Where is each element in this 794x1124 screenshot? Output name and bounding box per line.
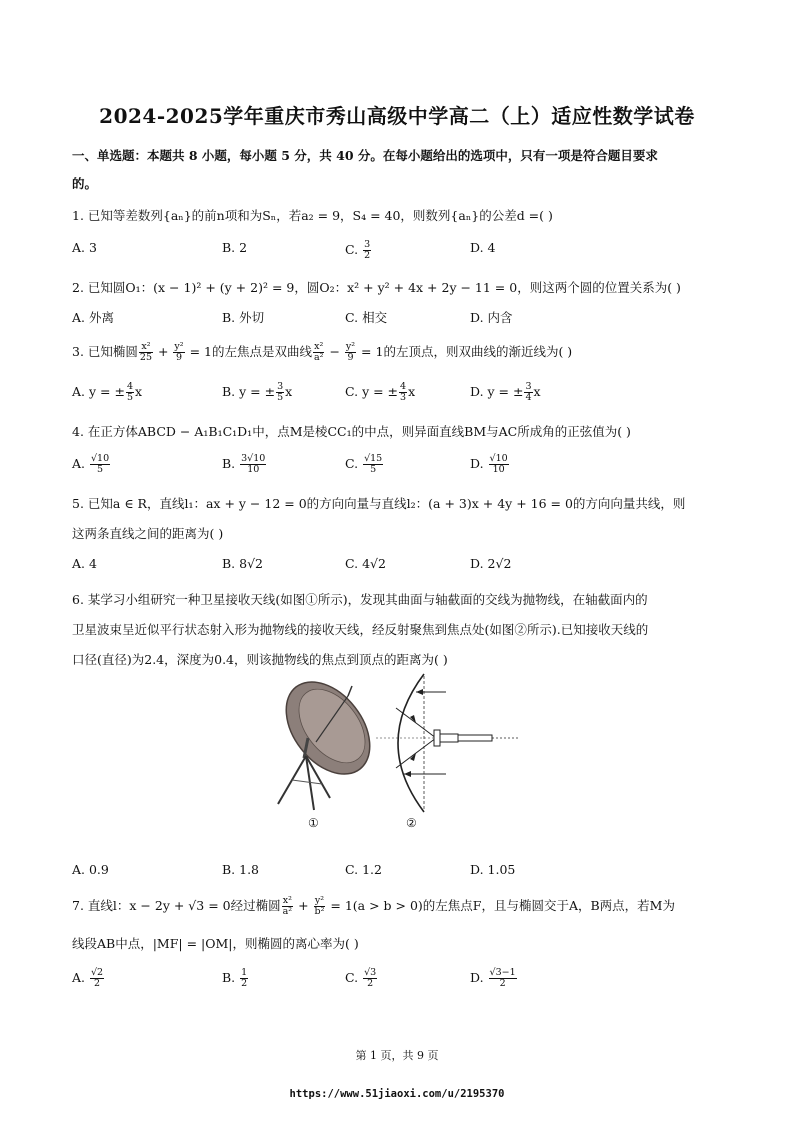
option-c: C. $\frac{3}{2}$ (345, 239, 371, 261)
option-b: B. 8√2 (222, 556, 264, 571)
question-6: 6. 某学习小组研究一种卫星接收天线(如图①所示)，发现其曲面与轴截面的交线为抛物线，在轴截面内的 (72, 592, 648, 607)
option-a: A. $\frac{√10}{5}$ (72, 453, 110, 475)
option-d: D. $\frac{√10}{10}$ (470, 453, 508, 475)
question-4: 4. 在正方体ABCD − A₁B₁C₁D₁中，点M是棱CC₁的中点，则异面直线BM与AC所成角的正弦值为( ) (72, 424, 631, 439)
watermark-url[interactable]: https://www.51jiaoxi.com/u/2195370 (289, 1088, 505, 1100)
option-d: D. $\frac{√3-1}{2}$ (470, 967, 516, 989)
figure-2-label: ② (406, 816, 417, 830)
option-d: D. y = ± $\frac{3}{4}$ x (470, 381, 541, 403)
question-2-options (72, 308, 732, 332)
question-7-options (72, 968, 732, 992)
option-b: B. 1.8 (222, 862, 260, 877)
option-a: A. 3 (72, 240, 97, 255)
option-a: A. 4 (72, 556, 97, 571)
question-6-options (72, 862, 732, 886)
page-footer: 第 1 页，共 9 页 (355, 1049, 439, 1062)
figure-1-label: ① (308, 816, 319, 830)
page-title: 2024-2025学年重庆市秀山高级中学高二（上）适应性数学试卷 (99, 104, 695, 128)
option-d: D. 4 (470, 240, 496, 255)
option-b: B. 2 (222, 240, 248, 255)
question-4-options (72, 454, 732, 478)
question-6-cont-1: 卫星波束呈近似平行状态射入形为抛物线的接收天线，经反射聚焦到焦点处(如图②所示).已知接收天线的 (72, 622, 649, 637)
question-7-cont: 线段AB中点，|MF| = |OM|，则椭圆的离心率为( ) (72, 936, 359, 951)
option-b: B. $\frac{3√10}{10}$ (222, 453, 266, 475)
option-a: A. y = ± $\frac{4}{5}$ x (72, 381, 143, 403)
option-b: B. 外切 (222, 310, 265, 325)
option-a: A. $\frac{√2}{2}$ (72, 967, 104, 989)
antenna-figure (256, 668, 526, 838)
option-c: C. $\frac{√15}{5}$ (345, 453, 383, 475)
option-b: B. y = ± $\frac{3}{5}$ x (222, 381, 293, 403)
option-c: C. $\frac{√3}{2}$ (345, 967, 377, 989)
question-1-options (72, 240, 732, 264)
question-2: 2. 已知圆O₁：(x − 1)² + (y + 2)² = 9，圆O₂：x² + y² + 4x + 2y − 11 = 0，则这两个圆的位置关系为( ) (72, 280, 681, 295)
question-1: 1. 已知等差数列{aₙ}的前n项和为Sₙ，若a₂ = 9，S₄ = 40，则数列{aₙ}的公差d =( ) (72, 208, 553, 223)
question-6-cont-2: 口径(直径)为2.4，深度为0.4，则该抛物线的焦点到顶点的距离为( ) (72, 652, 448, 667)
option-c: C. 相交 (345, 310, 388, 325)
section-header-cont: 的。 (72, 176, 98, 191)
question-7: 7. 直线l：x − 2y + √3 = 0经过椭圆 $\frac{\text{x²}}{\text{a²}}$ + $\frac{\text{y²}}{\text{b²}}$ = 1(a > b > 0)的左焦点F，且与椭圆交于A，B两点，若M为 (72, 895, 675, 917)
option-a: A. 外离 (72, 310, 114, 325)
question-5-cont: 这两条直线之间的距离为( ) (72, 526, 224, 541)
parabola-cross-section (376, 674, 518, 812)
antenna-diagrams (256, 668, 526, 818)
option-a: A. 0.9 (72, 862, 109, 877)
option-d: D. 1.05 (470, 862, 516, 877)
question-3-options (72, 382, 732, 406)
option-b: B. $\frac{1}{2}$ (222, 967, 248, 989)
option-d: D. 2√2 (470, 556, 512, 571)
question-5: 5. 已知a ∈ R，直线l₁：ax + y − 12 = 0的方向向量与直线l₂：(a + 3)x + 4y + 16 = 0的方向向量共线，则 (72, 496, 686, 511)
option-c: C. 1.2 (345, 862, 382, 877)
section-header: 一、单选题：本题共 8 小题，每小题 5 分，共 40 分。在每小题给出的选项中，只有一项是符合题目要求 (72, 148, 658, 163)
option-d: D. 内含 (470, 310, 513, 325)
option-c: C. y = ± $\frac{4}{3}$ x (345, 381, 416, 403)
question-5-options (72, 556, 732, 580)
option-c: C. 4√2 (345, 556, 386, 571)
satellite-dish-illustration (269, 668, 387, 810)
question-3: 3. 已知椭圆 $\frac{\text{x²}}{25}$ + $\frac{\text{y²}}{9}$ = 1的左焦点是双曲线 $\frac{\text{x²}}{\text{a²}}$ − $\frac{\text{y²}}{9}$ = 1的左顶点，则双曲线的渐近线为( ) (72, 341, 573, 363)
